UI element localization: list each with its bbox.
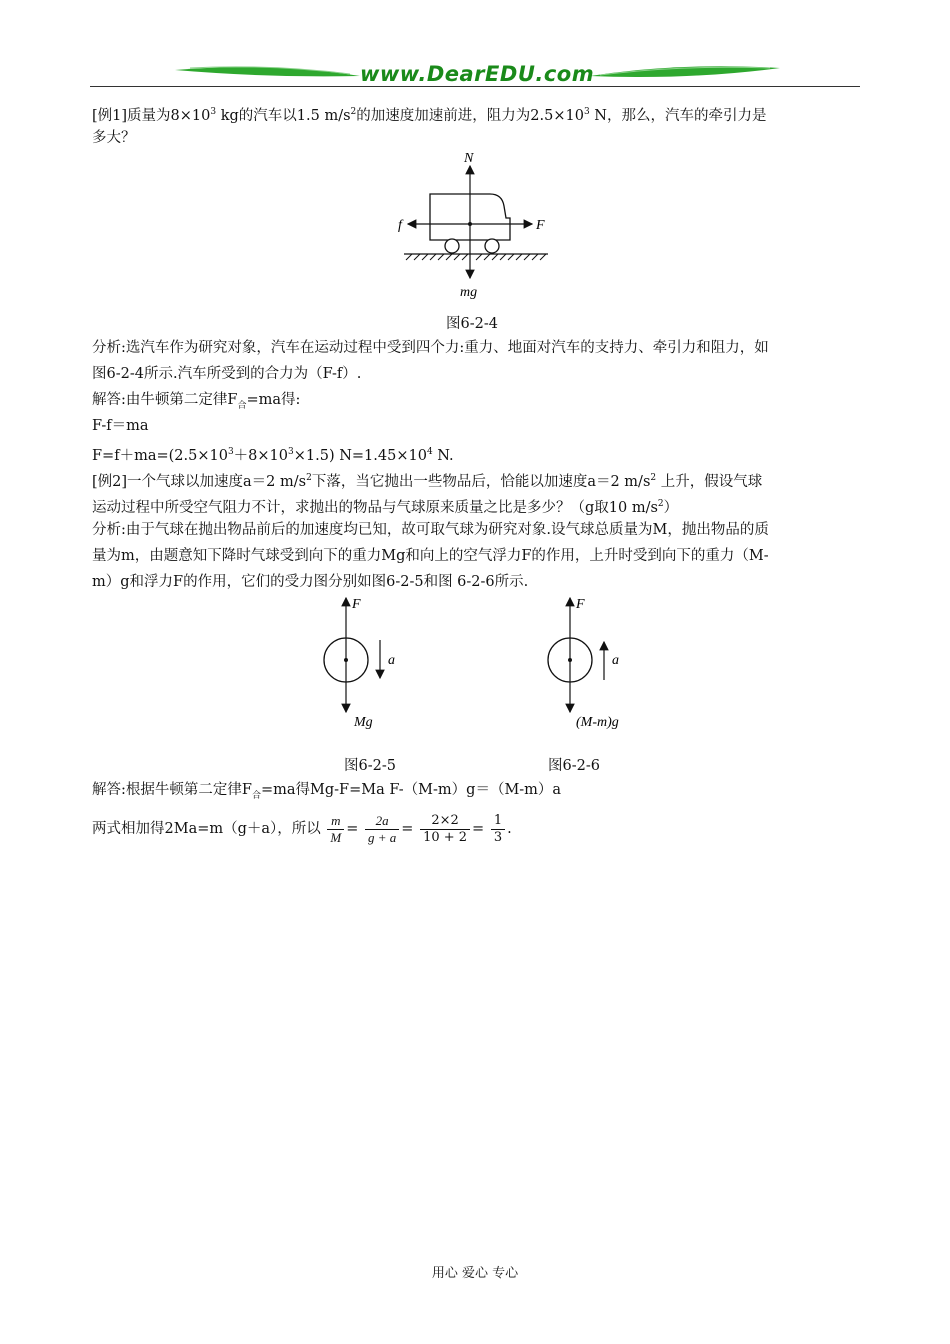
figure-6-2-6-caption: 图6-2-6 (548, 758, 600, 774)
answer2-line2: 两式相加得2Ma=m（g＋a），所以 $\frac{m}{M}$ = $\frac{2a}{g + a}$ = $\frac{2\times 2}{10 + 2}$ = $\frac{1}{3}$ . (92, 812, 512, 845)
analysis1-line2: 图6-2-4所示.汽车所受到的合力为（F-f）. (92, 366, 362, 382)
force-label-F: F (536, 218, 545, 233)
analysis2-line2: 量为m，由题意知下降时气球受到向下的重力Mg和向上的空气浮力F的作用，上升时受到向下的重力（M- (92, 548, 769, 564)
balloon2-label-F: F (576, 597, 585, 612)
example1-line2: 多大？ (92, 130, 136, 146)
answer1-line2: F-f＝ma (92, 418, 149, 434)
balloon1-label-a: a (388, 653, 395, 668)
force-label-mg: mg (460, 285, 478, 300)
balloon1-label-Mg: Mg (354, 715, 373, 730)
fraction-2x2-over-10-plus-2: $\frac{2\times 2}{10 + 2}$ (420, 813, 470, 846)
example2-line1: [例2]一个气球以加速度a＝2 $m/s^2$下落，当它抛出一些物品后，恰能以加速度a＝2 $m/s^2$ 上升，假设气球 (92, 473, 763, 490)
example1-line1: [例1]质量为$8\times 10^3$ kg的汽车以1.5 $m/s^2$的加速度加速前进，阻力为$2.5\times 10^3$ N，那么，汽车的牵引力是 (92, 107, 767, 124)
answer1-line3: $F=f+ma=(2.5\times 10^3+8\times 10^3\times 1.5)$ $N=1.45\times 10^4$ N. (92, 447, 454, 464)
force-label-f: f (398, 218, 402, 233)
answer2-line1: 解答:根据牛顿第二定律$F_合=ma$得Mg-F=Ma F-（M-m）g＝（M-m）a (92, 782, 562, 801)
balloon1-label-F: F (352, 597, 361, 612)
fraction-1-over-3: $\frac{1}{3}$ (491, 813, 505, 846)
answer1-line1: 解答:由牛顿第二定律$F_合=ma$得: (92, 392, 301, 411)
header-rule (90, 86, 860, 87)
force-label-N: N (464, 151, 474, 166)
figure-6-2-6-balloon-diagram (534, 592, 644, 732)
analysis2-line1: 分析:由于气球在抛出物品前后的加速度均已知，故可取气球为研究对象.设气球总质量为M，抛出物品的质 (92, 522, 769, 538)
fraction-m-over-M: $\frac{m}{M}$ (327, 813, 344, 846)
header-logo-text: www.DearEDU.com (360, 62, 595, 86)
balloon2-label-Mmg: (M-m)g (576, 715, 619, 730)
balloon2-label-a: a (612, 653, 619, 668)
example2-line2: 运动过程中所受空气阻力不计，求抛出的物品与气球原来质量之比是多少？（g取10 $m/s^2$） (92, 499, 679, 516)
analysis1-line1: 分析:选汽车作为研究对象，汽车在运动过程中受到四个力:重力、地面对汽车的支持力、牵引力和阻力，如 (92, 340, 769, 356)
page-footer: 用心 爱心 专心 (431, 1266, 519, 1281)
figure-6-2-5-caption: 图6-2-5 (344, 758, 396, 774)
fraction-2a-over-g-plus-a: $\frac{2a}{g + a}$ (365, 813, 399, 846)
analysis2-line3: m）g和浮力F的作用，它们的受力图分别如图6-2-5和图 6-2-6所示. (92, 574, 529, 590)
figure-6-2-5-balloon-diagram (310, 592, 410, 732)
figure-6-2-4-car-diagram (390, 146, 560, 304)
figure-6-2-4-caption: 图6-2-4 (446, 316, 498, 332)
